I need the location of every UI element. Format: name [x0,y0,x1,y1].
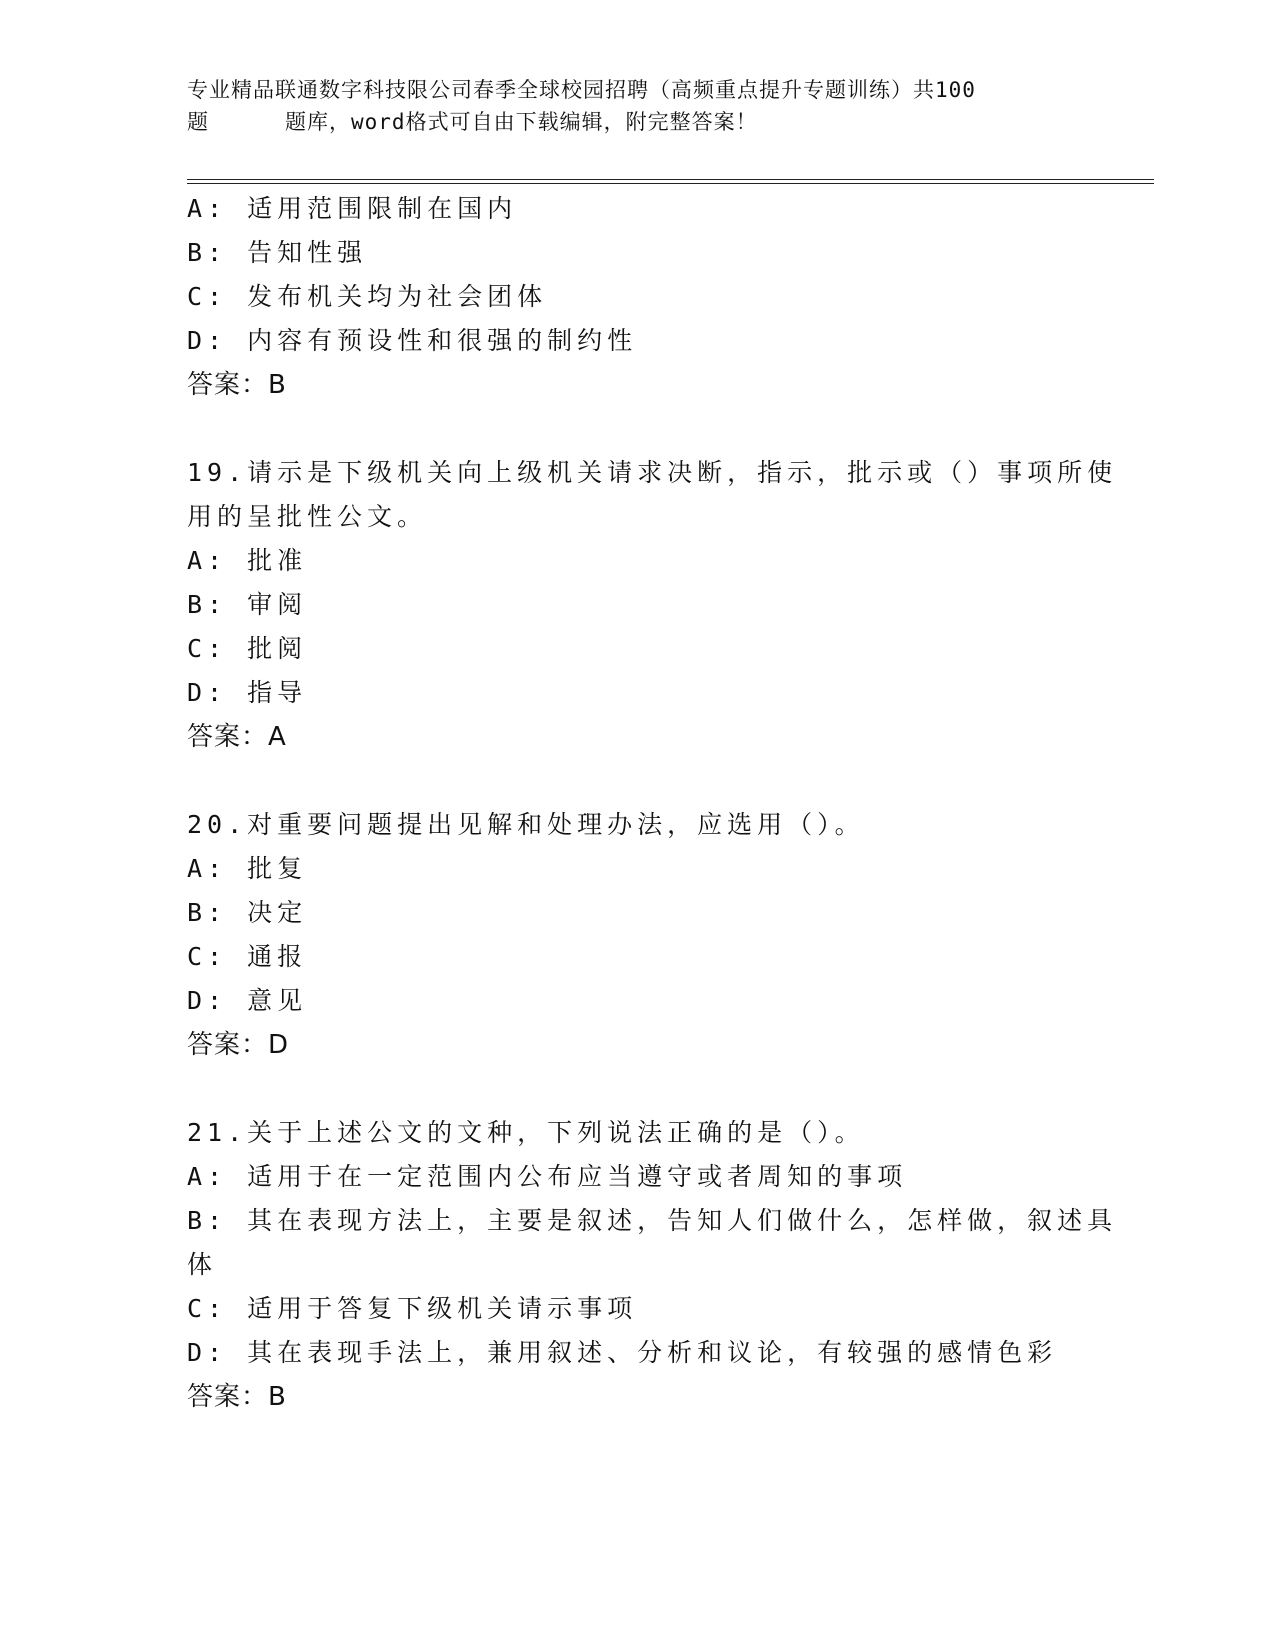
header-divider-top [187,179,1154,180]
question-21-option-a: A: 适用于在一定范围内公布应当遵守或者周知的事项 [187,1162,908,1191]
option-c: C: 发布机关均为社会团体 [187,282,548,311]
question-20-option-c: C: 通报 [187,942,308,971]
header-line-2 [187,106,1087,138]
question-20-option-a: A: 批复 [187,854,308,883]
question-21-answer: 答案：B [187,1382,287,1412]
question-21-option-b-line-1: B: 其在表现方法上，主要是叙述，告知人们做什么，怎样做，叙述具 [187,1206,1118,1235]
header-line-2-right: 题库，word格式可自由下载编辑，附完整答案！ [285,110,758,134]
option-d: D: 内容有预设性和很强的制约性 [187,326,638,355]
question-19-option-d: D: 指导 [187,678,308,707]
header-divider-bottom [187,183,1154,184]
question-19-stem-line-2: 用的呈批性公文。 [187,502,428,531]
option-a: A: 适用范围限制在国内 [187,194,518,223]
question-21-option-b-line-2: 体 [187,1250,218,1279]
question-21-option-d: D: 其在表现手法上，兼用叙述、分析和议论，有较强的感情色彩 [187,1338,1058,1367]
question-20-stem: 20.对重要问题提出见解和处理办法，应选用（）。 [187,810,865,839]
question-21-stem: 21.关于上述公文的文种，下列说法正确的是（）。 [187,1118,865,1147]
option-b: B: 告知性强 [187,238,368,267]
question-19-answer: 答案：A [187,722,287,752]
question-21-option-c: C: 适用于答复下级机关请示事项 [187,1294,638,1323]
question-19-option-c: C: 批阅 [187,634,308,663]
question-19-stem-line-1: 19.请示是下级机关向上级机关请求决断，指示，批示或（）事项所使 [187,458,1118,487]
question-20-option-d: D: 意见 [187,986,308,1015]
document-header [187,74,1087,138]
question-20-option-b: B: 决定 [187,898,308,927]
question-19-option-b: B: 审阅 [187,590,308,619]
header-line-2-left: 题 [187,110,209,134]
question-19-option-a: A: 批准 [187,546,308,575]
header-line-1: 专业精品联通数字科技限公司春季全球校园招聘（高频重点提升专题训练）共100 [187,78,976,102]
question-20-answer: 答案：D [187,1030,290,1060]
answer-line: 答案：B [187,370,287,400]
